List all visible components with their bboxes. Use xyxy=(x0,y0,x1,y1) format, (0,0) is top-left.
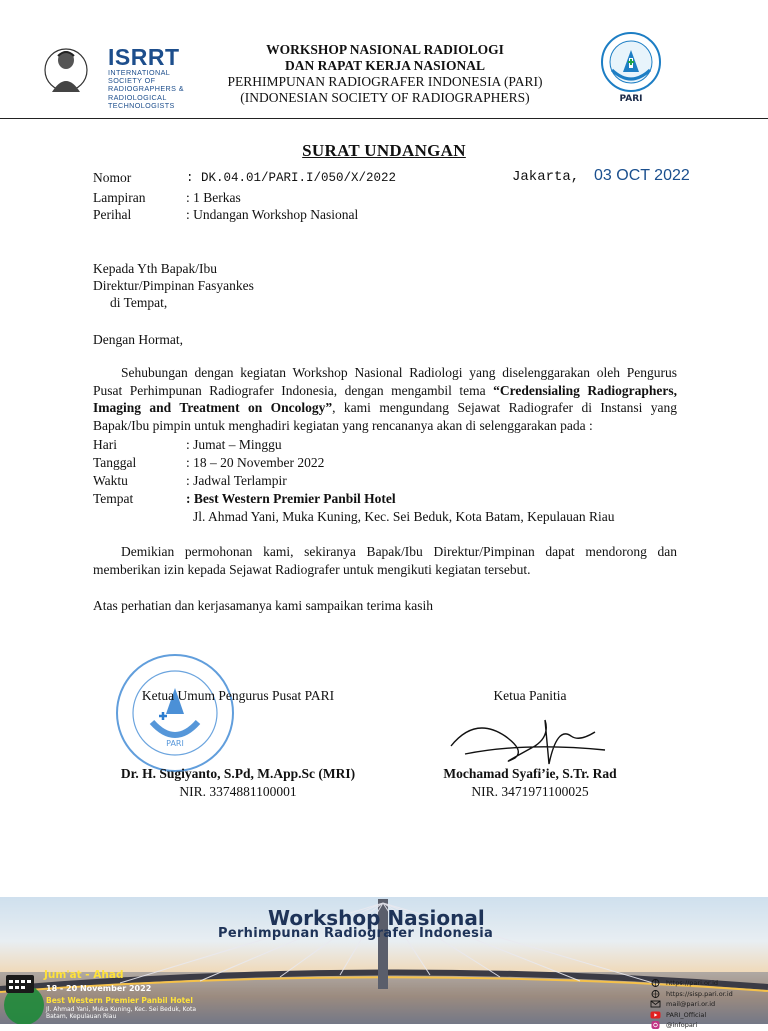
event-value-tempat: : Best Western Premier Panbil Hotel xyxy=(186,491,396,506)
header-line-4: (INDONESIAN SOCIETY OF RADIOGRAPHERS) xyxy=(240,90,530,105)
contact-youtube-text: PARI_Official xyxy=(666,1010,707,1019)
event-value-tanggal: : 18 – 20 November 2022 xyxy=(186,455,325,470)
meta-value-perihal: : Undangan Workshop Nasional xyxy=(186,207,359,222)
signatory-left-name: Dr. H. Sugiyanto, S.Pd, M.App.Sc (MRI) xyxy=(120,766,356,781)
globe-icon xyxy=(650,979,661,987)
instagram-icon xyxy=(650,1021,661,1029)
header-line-3: PERHIMPUNAN RADIOGRAFER INDONESIA (PARI) xyxy=(227,74,543,89)
paragraph-invitation-intro: Sehubungan dengan kegiatan Workshop Nasional Radiologi yang diselenggarakan oleh Pengurus Pusat Perhimpunan Radiografer Indonesia, dengan mengambil tema xyxy=(93,365,677,398)
stamp-label: PARI xyxy=(166,739,184,748)
meta-value-lampiran: : 1 Berkas xyxy=(186,190,241,205)
contact-website[interactable] xyxy=(650,978,762,989)
event-label-tempat: Tempat xyxy=(93,491,134,506)
contact-instagram[interactable] xyxy=(650,1020,762,1031)
contact-email[interactable] xyxy=(650,999,762,1010)
isrrt-full-name: INTERNATIONAL SOCIETY OF RADIOGRAPHERS & RADIOLOGICAL TECHNOLOGISTS xyxy=(108,68,184,110)
contact-youtube[interactable] xyxy=(650,1010,762,1021)
banner-hotel: Best Western Premier Panbil Hotel xyxy=(46,996,193,1005)
paragraph-invitation-rest: , kami mengundang Sejawat Radiografer di Instansi yang Bapak/Ibu pimpin untuk menghadiri kegiatan yang rencananya akan di selenggarakan pada : xyxy=(93,400,677,433)
event-value-hari: : Jumat – Minggu xyxy=(186,437,282,452)
recipient-line-2: Direktur/Pimpinan Fasyankes xyxy=(93,278,254,293)
paragraph-closing-request: Demikian permohonan kami, sekiranya Bapak/Ibu Direktur/Pimpinan dapat mendorong dan memberikan izin kepada Sejawat Radiografer untuk mengikuti kegiatan tersebut. xyxy=(93,544,677,577)
contact-email-text: mail@pari.or.id xyxy=(666,1000,716,1009)
closing-thanks: Atas perhatian dan kerjasamanya kami sampaikan terima kasih xyxy=(93,598,433,613)
contact-sisp-text: https://sisp.pari.or.id xyxy=(666,989,733,998)
header-line-1: WORKSHOP NASIONAL RADIOLOGI xyxy=(266,42,504,57)
recipient-line-3: di Tempat, xyxy=(110,295,168,310)
pari-logo-label: PARI xyxy=(619,94,643,104)
banner-dates: 18 - 20 November 2022 xyxy=(46,984,152,993)
recipient-line-1: Kepada Yth Bapak/Ibu xyxy=(93,261,217,276)
calendar-icon xyxy=(4,972,38,994)
letter-title: SURAT UNDANGAN xyxy=(302,141,466,160)
banner-contacts xyxy=(650,978,762,1031)
meta-value-nomor: : DK.04.01/PARI.I/050/X/2022 xyxy=(186,171,397,185)
letter-place: Jakarta, xyxy=(512,169,580,185)
signatory-left-nir: NIR. 3374881100001 xyxy=(179,784,297,799)
banner-subtitle: Perhimpunan Radiografer Indonesia xyxy=(218,926,494,941)
contact-website-text: https://pari.or.id xyxy=(666,979,719,988)
pari-logo-icon xyxy=(598,28,664,104)
signatory-right-name: Mochamad Syafi’ie, S.Tr. Rad xyxy=(443,766,617,781)
event-label-tanggal: Tanggal xyxy=(93,455,137,470)
banner-title: Workshop Nasional xyxy=(268,906,485,930)
meta-label-perihal: Perihal xyxy=(93,207,132,222)
isrrt-acronym: ISRRT xyxy=(108,44,180,70)
meta-label-nomor: Nomor xyxy=(93,170,132,185)
header-divider xyxy=(0,118,768,119)
isrrt-emblem-icon xyxy=(44,40,88,100)
event-label-hari: Hari xyxy=(93,437,117,452)
banner-days: Jum'at - Ahad xyxy=(44,969,124,981)
workshop-theme: “Credensialing Radiographers, Imaging and Treatment on Oncology” xyxy=(93,382,678,415)
signatory-right-nir: NIR. 3471971100025 xyxy=(471,784,589,799)
header-line-2: DAN RAPAT KERJA NASIONAL xyxy=(285,58,485,73)
mail-icon xyxy=(650,1000,661,1008)
meta-label-lampiran: Lampiran xyxy=(93,190,146,205)
youtube-icon xyxy=(650,1011,661,1019)
globe-icon xyxy=(650,990,661,998)
paragraph-invitation xyxy=(93,364,677,434)
signatory-right-role: Ketua Panitia xyxy=(493,688,567,703)
event-label-waktu: Waktu xyxy=(93,473,128,488)
greeting: Dengan Hormat, xyxy=(93,332,183,347)
venue-address: Jl. Ahmad Yani, Muka Kuning, Kec. Sei Beduk, Kota Batam, Kepulauan Riau xyxy=(193,509,615,524)
contact-instagram-text: @infopari xyxy=(666,1021,698,1030)
pari-stamp-icon xyxy=(112,650,238,776)
letter-date: 03 OCT 2022 xyxy=(594,167,690,184)
event-value-waktu: : Jadwal Terlampir xyxy=(186,473,287,488)
contact-sisp[interactable] xyxy=(650,989,762,1000)
banner-address: Jl. Ahmad Yani, Muka Kuning, Kec. Sei Beduk, Kota Batam, Kepulauan Riau xyxy=(46,1006,197,1020)
signatory-left-role: Ketua Umum Pengurus Pusat PARI xyxy=(141,688,335,703)
